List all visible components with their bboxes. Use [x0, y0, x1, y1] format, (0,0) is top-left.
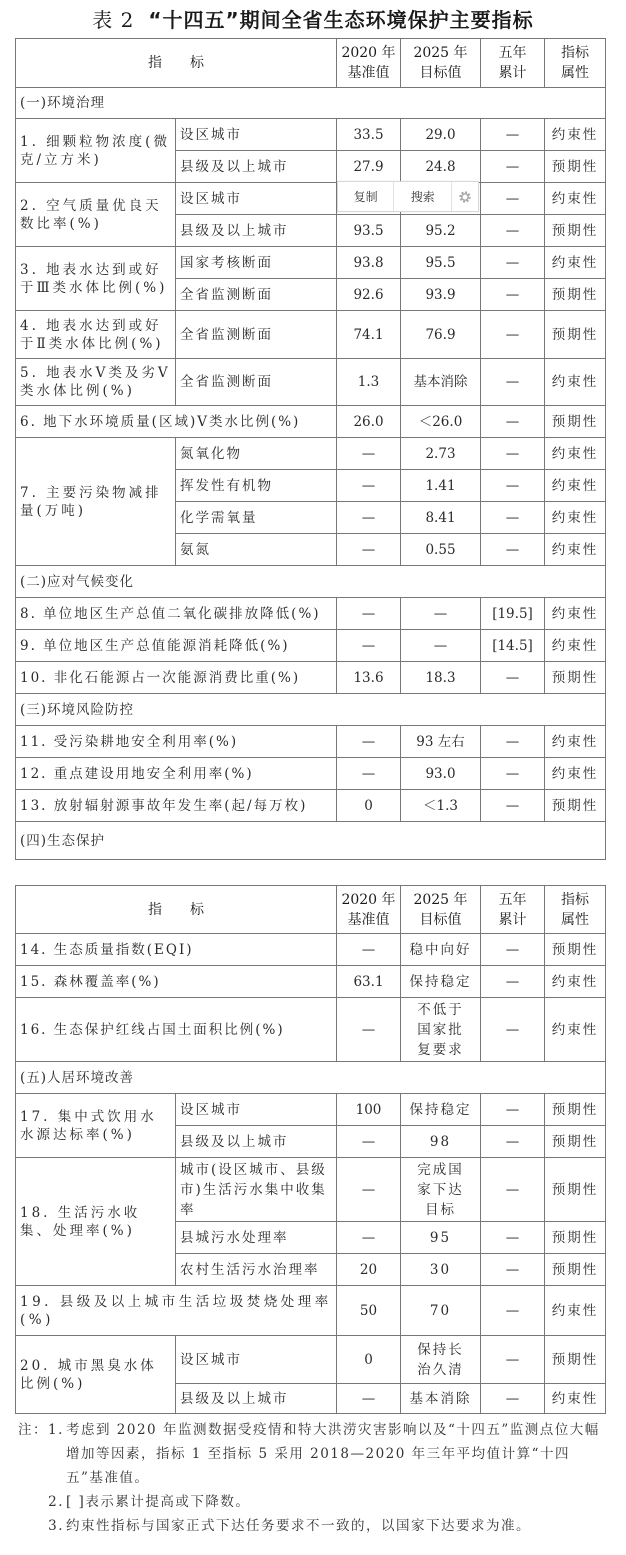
scope: 县城污水处理率 — [176, 1222, 337, 1254]
indicator-name: 1. 细颗粒物浓度(微克/立方米) — [16, 119, 176, 183]
table-row — [16, 966, 606, 998]
base-value: 27.9 — [337, 151, 401, 183]
base-value: — — [337, 630, 401, 662]
target-value: 保持稳定 — [401, 1094, 481, 1126]
indicator-name: 13. 放射辐射源事故年发生率(起/每万枚) — [16, 790, 337, 822]
attribute: 约束性 — [545, 726, 606, 758]
section-row — [16, 1062, 606, 1094]
note-item — [18, 1490, 608, 1514]
attribute: 预期性 — [545, 279, 606, 311]
base-value: 13.6 — [337, 662, 401, 694]
table-row — [16, 438, 606, 470]
table-row — [16, 598, 606, 630]
section-label: (四)生态保护 — [16, 822, 606, 860]
base-value: 0 — [337, 790, 401, 822]
section-label: (五)人居环境改善 — [16, 1062, 606, 1094]
table-row — [16, 1336, 606, 1384]
header-cumulative: 五年 累计 — [481, 886, 545, 934]
base-value: 74.1 — [337, 311, 401, 359]
cumulative-value: — — [481, 726, 545, 758]
base-value: 50 — [337, 1286, 401, 1336]
scope: 设区城市 — [176, 119, 337, 151]
attribute: 预期性 — [545, 1222, 606, 1254]
indicator-name: 19. 县级及以上城市生活垃圾焚烧处理率(%) — [16, 1286, 337, 1336]
table-row — [16, 758, 606, 790]
cumulative-value: — — [481, 1254, 545, 1286]
cumulative-value: — — [481, 215, 545, 247]
cumulative-value: — — [481, 470, 545, 502]
scope: 城市(设区城市、县级市)生活污水集中收集率 — [176, 1158, 337, 1222]
indicator-name: 17. 集中式饮用水水源达标率(%) — [16, 1094, 176, 1158]
target-value: 93 左右 — [401, 726, 481, 758]
table-header-row — [16, 39, 606, 88]
scope: 全省监测断面 — [176, 311, 337, 359]
base-value: — — [337, 502, 401, 534]
scope: 化学需氧量 — [176, 502, 337, 534]
attribute: 约束性 — [545, 359, 606, 406]
indicator-name: 18. 生活污水收集、处理率(%) — [16, 1158, 176, 1286]
attribute: 预期性 — [545, 406, 606, 438]
base-value: 26.0 — [337, 406, 401, 438]
indicator-name: 6. 地下水环境质量(区域)Ⅴ类水比例(%) — [16, 406, 337, 438]
indicator-name: 7. 主要污染物减排量(万吨) — [16, 438, 176, 566]
scope: 设区城市 — [176, 1094, 337, 1126]
cumulative-value: — — [481, 359, 545, 406]
base-value: 63.1 — [337, 966, 401, 998]
section-label: (三)环境风险防控 — [16, 694, 606, 726]
target-value: 95.2 — [401, 215, 481, 247]
header-cumulative: 五年 累计 — [481, 39, 545, 88]
cumulative-value: — — [481, 1336, 545, 1384]
target-value: — — [401, 630, 481, 662]
copy-button[interactable]: 复制 — [338, 182, 394, 211]
indicator-name: 2. 空气质量优良天数比率(%) — [16, 183, 176, 247]
attribute: 预期性 — [545, 1158, 606, 1222]
target-value: 稳中向好 — [401, 934, 481, 966]
note-item — [18, 1514, 608, 1538]
table-title-text: “十四五”期间全省生态环境保护主要指标 — [148, 8, 534, 32]
base-value: — — [337, 598, 401, 630]
note-prefix: 注： — [18, 1422, 48, 1438]
cumulative-value: — — [481, 247, 545, 279]
scope: 国家考核断面 — [176, 247, 337, 279]
attribute: 约束性 — [545, 183, 606, 215]
base-value: — — [337, 470, 401, 502]
attribute: 约束性 — [545, 247, 606, 279]
table-row — [16, 934, 606, 966]
base-value: 33.5 — [337, 119, 401, 151]
scope: 氨氮 — [176, 534, 337, 566]
header-target: 2025 年 目标值 — [401, 39, 481, 88]
cumulative-value: — — [481, 1126, 545, 1158]
cumulative-value: — — [481, 151, 545, 183]
header-target: 2025 年 目标值 — [401, 886, 481, 934]
table-row — [16, 1094, 606, 1126]
scope: 县级及以上城市 — [176, 1126, 337, 1158]
base-value: — — [337, 438, 401, 470]
target-value: ＜1.3 — [401, 790, 481, 822]
section-label: (二)应对气候变化 — [16, 566, 606, 598]
header-indicator: 指 标 — [16, 39, 337, 88]
indicator-name: 20. 城市黑臭水体比例(%) — [16, 1336, 176, 1414]
scope: 县级及以上城市 — [176, 215, 337, 247]
section-row — [16, 694, 606, 726]
attribute: 预期性 — [545, 934, 606, 966]
target-value: 95 — [401, 1222, 481, 1254]
target-value: 93.9 — [401, 279, 481, 311]
base-value: 92.6 — [337, 279, 401, 311]
target-value: 70 — [401, 1286, 481, 1336]
target-value: 30 — [401, 1254, 481, 1286]
table-row — [16, 247, 606, 279]
cumulative-value: — — [481, 1384, 545, 1414]
attribute: 预期性 — [545, 662, 606, 694]
indicator-name: 3. 地表水达到或好于Ⅲ类水体比例(%) — [16, 247, 176, 311]
cumulative-value: — — [481, 119, 545, 151]
gear-icon — [458, 190, 472, 204]
indicator-name: 15. 森林覆盖率(%) — [16, 966, 337, 998]
table-row — [16, 726, 606, 758]
cumulative-value: — — [481, 183, 545, 215]
cumulative-value: — — [481, 758, 545, 790]
cumulative-value: [14.5] — [481, 630, 545, 662]
table-row — [16, 1158, 606, 1222]
indicator-name: 4. 地表水达到或好于Ⅱ类水体比例(%) — [16, 311, 176, 359]
target-value: 24.8 — [401, 151, 481, 183]
cumulative-value: [19.5] — [481, 598, 545, 630]
table-row — [16, 1286, 606, 1336]
note-number: 1. — [48, 1422, 64, 1438]
attribute: 预期性 — [545, 151, 606, 183]
table-row — [16, 790, 606, 822]
settings-button[interactable] — [452, 182, 478, 211]
base-value: — — [337, 726, 401, 758]
header-base: 2020 年 基准值 — [337, 886, 401, 934]
indicator-name: 14. 生态质量指数(EQI) — [16, 934, 337, 966]
attribute: 约束性 — [545, 630, 606, 662]
base-value: — — [337, 1126, 401, 1158]
target-value: 基本消除 — [401, 359, 481, 406]
note-number: 2. — [48, 1494, 64, 1510]
attribute: 约束性 — [545, 438, 606, 470]
note-number: 3. — [48, 1518, 64, 1534]
target-value: 0.55 — [401, 534, 481, 566]
target-value: 保持长治久清 — [401, 1336, 481, 1384]
note-text: [ ]表示累计提高或下降数。 — [66, 1494, 251, 1510]
indicator-name: 9. 单位地区生产总值能源消耗降低(%) — [16, 630, 337, 662]
attribute: 约束性 — [545, 966, 606, 998]
cumulative-value: — — [481, 998, 545, 1062]
target-value: 不低于国家批复要求 — [401, 998, 481, 1062]
scope: 县级及以上城市 — [176, 151, 337, 183]
base-value: 100 — [337, 1094, 401, 1126]
section-row — [16, 822, 606, 860]
attribute: 预期性 — [545, 215, 606, 247]
attribute: 约束性 — [545, 119, 606, 151]
table-row — [16, 630, 606, 662]
scope: 氮氧化物 — [176, 438, 337, 470]
table-header-row — [16, 886, 606, 934]
target-value: 2.73 — [401, 438, 481, 470]
attribute: 约束性 — [545, 598, 606, 630]
target-value: 1.41 — [401, 470, 481, 502]
base-value: — — [337, 758, 401, 790]
attribute: 预期性 — [545, 790, 606, 822]
scope: 设区城市 — [176, 1336, 337, 1384]
attribute: 约束性 — [545, 470, 606, 502]
target-value: 29.0 — [401, 119, 481, 151]
attribute: 预期性 — [545, 1126, 606, 1158]
scope: 农村生活污水治理率 — [176, 1254, 337, 1286]
target-value: 95.5 — [401, 247, 481, 279]
table-row — [16, 662, 606, 694]
base-value: — — [337, 998, 401, 1062]
target-value: — — [401, 598, 481, 630]
table-row — [16, 183, 606, 215]
indicator-name: 16. 生态保护红线占国土面积比例(%) — [16, 998, 337, 1062]
cumulative-value: — — [481, 279, 545, 311]
scope: 全省监测断面 — [176, 279, 337, 311]
target-value: ＜26.0 — [401, 406, 481, 438]
cumulative-value: — — [481, 934, 545, 966]
attribute: 约束性 — [545, 1286, 606, 1336]
table-row — [16, 311, 606, 359]
cumulative-value: — — [481, 311, 545, 359]
base-value: — — [337, 1158, 401, 1222]
attribute: 预期性 — [545, 311, 606, 359]
indicator-name: 8. 单位地区生产总值二氧化碳排放降低(%) — [16, 598, 337, 630]
attribute: 约束性 — [545, 1384, 606, 1414]
attribute: 预期性 — [545, 1254, 606, 1286]
scope: 设区城市 — [176, 183, 337, 215]
table-row — [16, 406, 606, 438]
selection-context-popup — [337, 181, 479, 212]
indicator-name: 12. 重点建设用地安全利用率(%) — [16, 758, 337, 790]
attribute: 约束性 — [545, 758, 606, 790]
indicator-name: 10. 非化石能源占一次能源消费比重(%) — [16, 662, 337, 694]
cumulative-value: — — [481, 1286, 545, 1336]
target-value: 93.0 — [401, 758, 481, 790]
table-row — [16, 998, 606, 1062]
base-value: 1.3 — [337, 359, 401, 406]
cumulative-value: — — [481, 662, 545, 694]
table-row — [16, 119, 606, 151]
attribute: 预期性 — [545, 1094, 606, 1126]
cumulative-value: — — [481, 1158, 545, 1222]
header-indicator: 指 标 — [16, 886, 337, 934]
attribute: 约束性 — [545, 502, 606, 534]
base-value: 93.5 — [337, 215, 401, 247]
note-item — [18, 1418, 608, 1490]
cumulative-value: — — [481, 1222, 545, 1254]
target-value: 18.3 — [401, 662, 481, 694]
target-value: 98 — [401, 1126, 481, 1158]
cumulative-value: — — [481, 438, 545, 470]
section-label: (一)环境治理 — [16, 88, 606, 119]
scope: 全省监测断面 — [176, 359, 337, 406]
base-value: 0 — [337, 1336, 401, 1384]
base-value: — — [337, 1222, 401, 1254]
table-number: 表 2 — [92, 8, 135, 32]
attribute: 预期性 — [545, 1336, 606, 1384]
indicator-name: 11. 受污染耕地安全利用率(%) — [16, 726, 337, 758]
cumulative-value: — — [481, 406, 545, 438]
note-text: 约束性指标与国家正式下达任务要求不一致的，以国家下达要求为准。 — [66, 1518, 531, 1534]
indicator-table-1 — [15, 38, 606, 860]
indicator-table-2 — [15, 885, 606, 1414]
attribute: 约束性 — [545, 534, 606, 566]
target-value: 8.41 — [401, 502, 481, 534]
cumulative-value: — — [481, 1094, 545, 1126]
section-row — [16, 88, 606, 119]
attribute: 约束性 — [545, 998, 606, 1062]
indicator-name: 5. 地表水Ⅴ类及劣Ⅴ类水体比例(%) — [16, 359, 176, 406]
header-attribute: 指标 属性 — [545, 39, 606, 88]
cumulative-value: — — [481, 534, 545, 566]
base-value: — — [337, 934, 401, 966]
base-value: 20 — [337, 1254, 401, 1286]
section-row — [16, 566, 606, 598]
target-value: 完成国家下达目标 — [401, 1158, 481, 1222]
base-value: 93.8 — [337, 247, 401, 279]
search-button[interactable]: 搜索 — [394, 182, 452, 211]
table-row — [16, 359, 606, 406]
cumulative-value: — — [481, 502, 545, 534]
header-base: 2020 年 基准值 — [337, 39, 401, 88]
base-value: — — [337, 534, 401, 566]
cumulative-value: — — [481, 790, 545, 822]
target-value: 基本消除 — [401, 1384, 481, 1414]
cumulative-value: — — [481, 966, 545, 998]
scope: 县级及以上城市 — [176, 1384, 337, 1414]
target-value: 76.9 — [401, 311, 481, 359]
scope: 挥发性有机物 — [176, 470, 337, 502]
table-notes — [18, 1418, 608, 1538]
note-text: 考虑到 2020 年监测数据受疫情和特大洪涝灾害影响以及“十四五”监测点位大幅增加等因素，指标 1 至指标 5 采用 2018—2020 年三年平均值计算“十四五”基准值。 — [66, 1422, 600, 1486]
target-value: 保持稳定 — [401, 966, 481, 998]
header-attribute: 指标 属性 — [545, 886, 606, 934]
base-value: — — [337, 1384, 401, 1414]
page-title — [0, 4, 626, 33]
